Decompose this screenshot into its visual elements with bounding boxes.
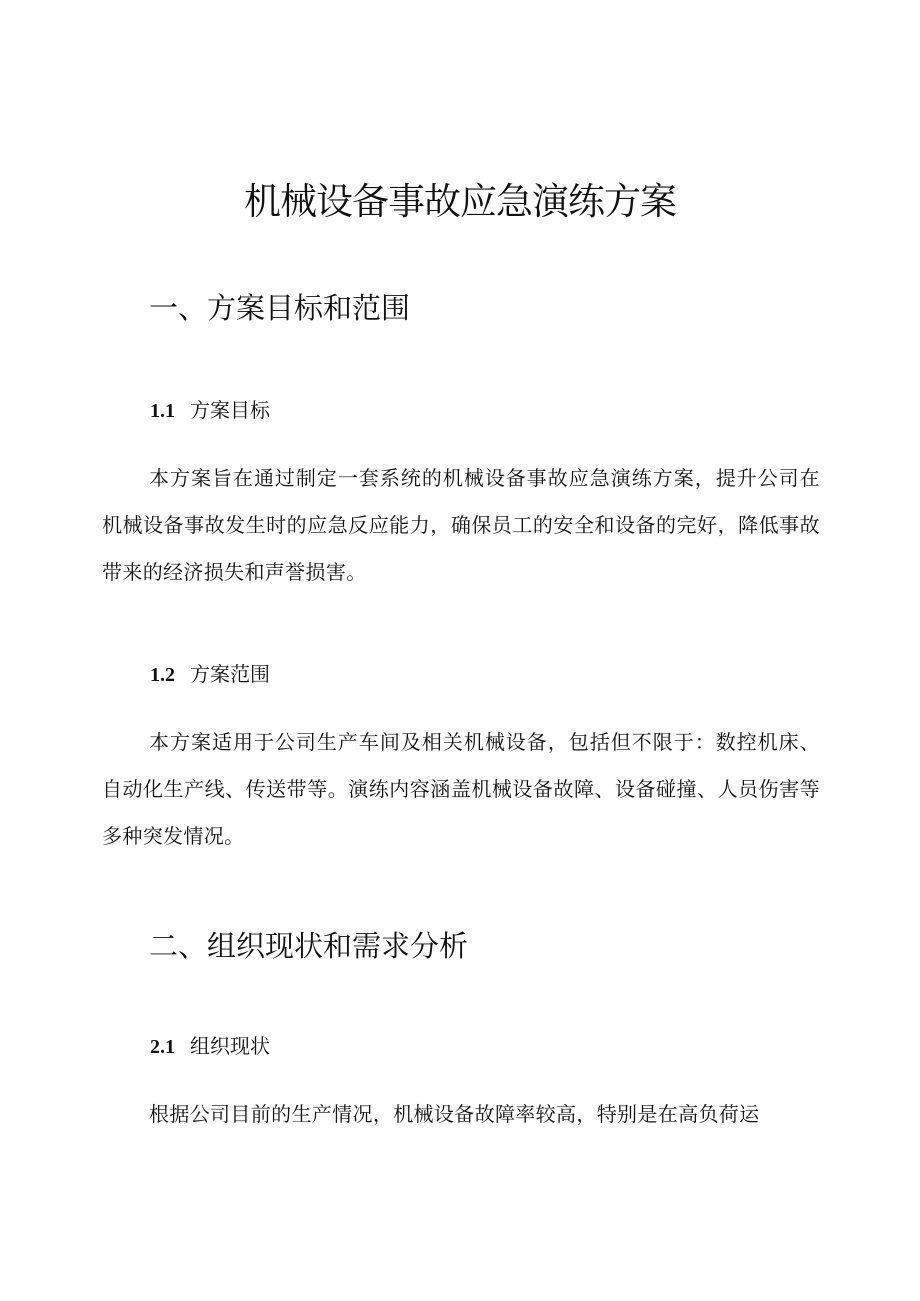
subsection-number: 1.2 — [150, 664, 175, 686]
paragraph-1-1: 本方案旨在通过制定一套系统的机械设备事故应急演练方案，提升公司在机械设备事故发生时的应急反应能力，确保员工的安全和设备的完好，降低事故带来的经济损失和声誉损害。 — [102, 466, 820, 584]
paragraph-2-1: 根据公司目前的生产情况，机械设备故障率较高，特别是在高负荷运 — [149, 1102, 760, 1126]
document-title: 机械设备事故应急演练方案 — [244, 180, 676, 223]
subsection-heading-2-1 — [150, 1031, 270, 1062]
subsection-title: 组织现状 — [190, 1034, 270, 1058]
paragraph-1-2: 本方案适用于公司生产车间及相关机械设备，包括但不限于：数控机床、自动化生产线、传送带等。演练内容涵盖机械设备故障、设备碰撞、人员伤害等多种突发情况。 — [102, 730, 820, 848]
subsection-title: 方案目标 — [190, 398, 270, 422]
subsection-number: 1.1 — [150, 400, 175, 422]
subsection-number: 2.1 — [150, 1036, 175, 1058]
subsection-heading-1-1 — [150, 395, 270, 426]
subsection-title: 方案范围 — [190, 662, 270, 686]
subsection-heading-1-2 — [150, 659, 270, 690]
section-heading-2: 二、组织现状和需求分析 — [149, 929, 469, 963]
section-heading-1: 一、方案目标和范围 — [149, 291, 411, 325]
